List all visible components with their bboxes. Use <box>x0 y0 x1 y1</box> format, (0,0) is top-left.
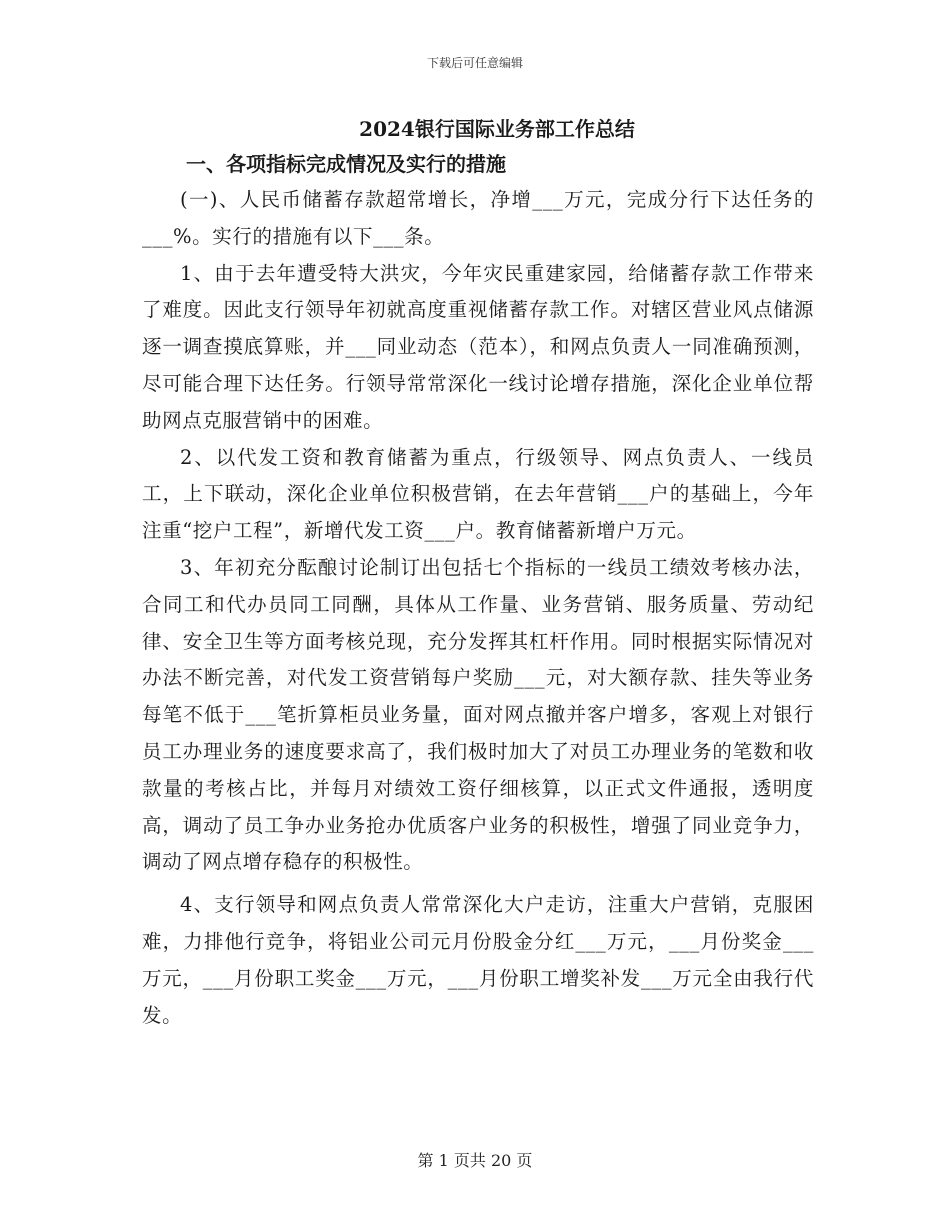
document-body <box>142 112 814 1034</box>
paragraph-2: 1、由于去年遭受特大洪灾，今年灾民重建家园，给储蓄存款工作带来了难度。因此支行领导年初就高度重视储蓄存款工作。对辖区营业风点储源逐一调查摸底算账，并___同业动态（范本），和网点负责人一同准确预测，尽可能合理下达任务。行领导常常深化一线讨论增存措施，深化企业单位帮助网点克服营销中的困难。 <box>142 261 814 432</box>
paragraph-5: 4、支行领导和网点负责人常常深化大户走访，注重大户营销，克服困难，力排他行竞争，将铝业公司元月份股金分红___万元，___月份奖金___万元，___月份职工奖金___万元，___月份职工增奖补发___万元全由我行代发。 <box>142 893 814 1027</box>
page-footer: 第 1 页共 20 页 <box>417 1151 533 1170</box>
paragraph-4: 3、年初充分酝酿讨论制订出包括七个指标的一线员工绩效考核办法，合同工和代办员同工同酬，具体从工作量、业务营销、服务质量、劳动纪律、安全卫生等方面考核兑现，充分发挥其杠杆作用。同时根据实际情况对办法不断完善，对代发工资营销每户奖励___元，对大额存款、挂失等业务每笔不低于___笔折算柜员业务量，面对网点撤并客户增多，客观上对银行员工办理业务的速度要求高了，我们极时加大了对员工办理业务的笔数和收款量的考核占比，并每月对绩效工资仔细核算，以正式文件通报，透明度高，调动了员工争办业务抢办优质客户业务的积极性，增强了同业竞争力，调动了网点增存稳存的积极性。 <box>142 555 814 874</box>
paragraph-3: 2、以代发工资和教育储蓄为重点，行级领导、网点负责人、一线员工，上下联动，深化企业单位积极营销，在去年营销___户的基础上，今年注重“挖户工程”，新增代发工资___户。教育储蓄新增户万元。 <box>142 445 814 543</box>
header-note: 下载后可任意编辑 <box>426 56 523 70</box>
document-title: 2024银行国际业务部工作总结 <box>359 117 635 141</box>
paragraph-1: (一)、人民币储蓄存款超常增长，净增___万元，完成分行下达任务的___%。实行的措施有以下___条。 <box>142 188 814 248</box>
section-heading: 一、各项指标完成情况及实行的措施 <box>186 152 506 176</box>
